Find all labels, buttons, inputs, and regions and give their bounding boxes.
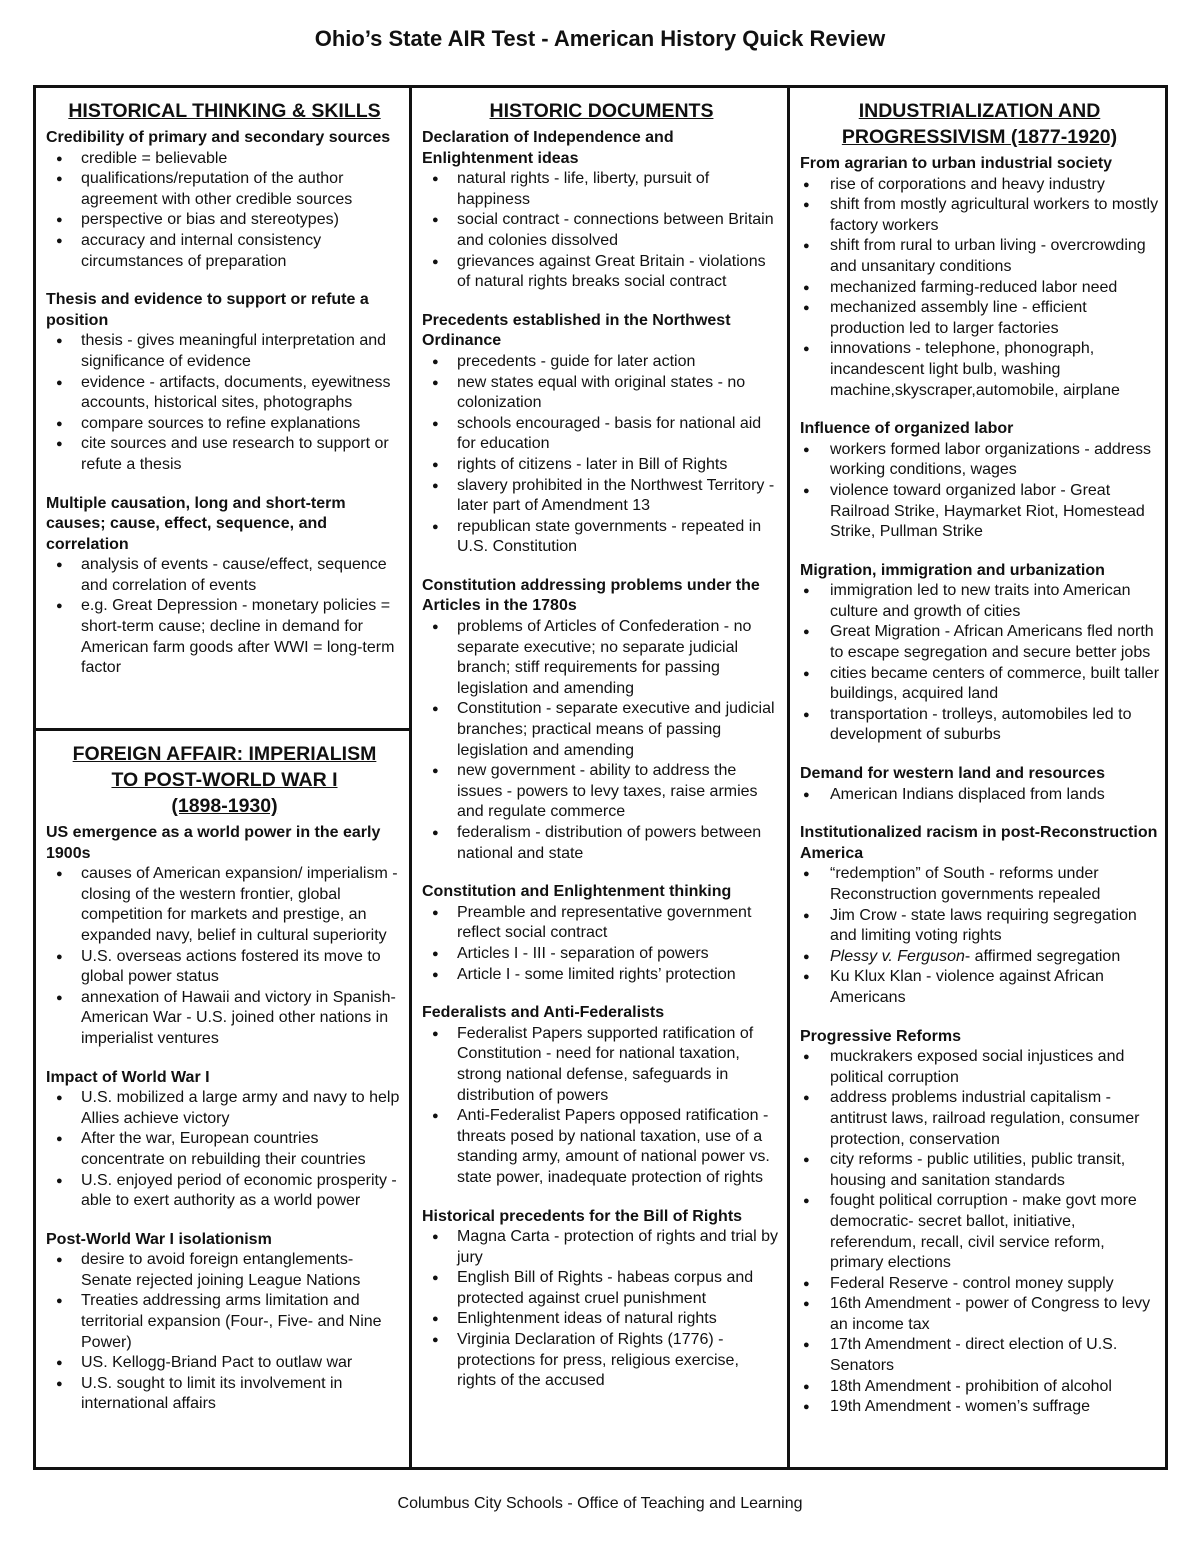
section bbox=[46, 823, 403, 1050]
box-title-line: PROGRESSIVISM (1877-1920) bbox=[841, 126, 1118, 148]
bullet-item: ● English Bill of Rights - habeas corpus and protected against cruel punishment bbox=[422, 1268, 781, 1309]
bullet-list bbox=[46, 1088, 403, 1212]
bullet-item: ● Jim Crow - state laws requiring segregation and limiting voting rights bbox=[800, 906, 1159, 947]
section-heading: Thesis and evidence to support or refute a position bbox=[46, 291, 369, 329]
section-list bbox=[46, 128, 403, 679]
bullet-item: ● 19th Amendment - women’s suffrage bbox=[800, 1397, 1159, 1418]
bullet-list bbox=[800, 581, 1159, 746]
bullet-item: ● causes of American expansion/ imperialism - closing of the western frontier, global competition for markets and prestige, an expanded navy, belief in cultural superiority bbox=[46, 864, 403, 946]
bullet-item: ● Federalist Papers supported ratification of Constitution - need for national taxation, strong national defense, safeguards in distribution of powers bbox=[422, 1024, 781, 1106]
bullet-item: ● U.S. sought to limit its involvement in international affairs bbox=[46, 1374, 403, 1415]
bullet-item: ● Magna Carta - protection of rights and trial by jury bbox=[422, 1227, 781, 1268]
section bbox=[422, 1207, 781, 1392]
bullet-item: ● natural rights - life, liberty, pursuit of happiness bbox=[422, 169, 781, 210]
section-heading: Precedents established in the Northwest Ordinance bbox=[422, 311, 731, 350]
bullet-list bbox=[422, 352, 781, 558]
bullet-item: ● thesis - gives meaningful interpretation and significance of evidence bbox=[46, 331, 403, 372]
bullet-item: ● US. Kellogg-Briand Pact to outlaw war bbox=[46, 1353, 403, 1374]
bullet-item: ● After the war, European countries concentrate on rebuilding their countries bbox=[46, 1129, 403, 1170]
section-list bbox=[46, 823, 403, 1415]
bullet-item: ● Constitution - separate executive and judicial branches; practical means of passing legislation and amending bbox=[422, 699, 781, 761]
section-heading: Federalists and Anti-Federalists bbox=[422, 1004, 665, 1022]
section bbox=[800, 419, 1159, 543]
bullet-item: ● social contract - connections between Britain and colonies dissolved bbox=[422, 210, 781, 251]
section bbox=[422, 1003, 781, 1188]
bullet-item: ● cities became centers of commerce, built taller buildings, acquired land bbox=[800, 664, 1159, 705]
bullet-item: ● Virginia Declaration of Rights (1776) - protections for press, religious exercise, rights of the accused bbox=[422, 1330, 781, 1392]
bullet-item: ● analysis of events - cause/effect, sequence and correlation of events bbox=[46, 555, 403, 596]
bullet-item: ● shift from rural to urban living - overcrowding and unsanitary conditions bbox=[800, 236, 1159, 277]
bullet-item: ● cite sources and use research to support or refute a thesis bbox=[46, 434, 403, 475]
section bbox=[46, 1068, 403, 1212]
bullet-item: ● new states equal with original states - no colonization bbox=[422, 373, 781, 414]
footer-credit: Columbus City Schools - Office of Teaching and Learning bbox=[397, 1495, 803, 1512]
bullet-list bbox=[422, 1227, 781, 1392]
bullet-item: ● 17th Amendment - direct election of U.S. Senators bbox=[800, 1335, 1159, 1376]
bullet-item: ● 16th Amendment - power of Congress to levy an income tax bbox=[800, 1294, 1159, 1335]
bullet-item: ● Federal Reserve - control money supply bbox=[800, 1274, 1159, 1295]
bullet-item: ● Great Migration - African Americans fled north to escape segregation and secure better jobs bbox=[800, 622, 1159, 663]
section bbox=[422, 882, 781, 985]
bullet-item: ● “redemption” of South - reforms under Reconstruction governments repealed bbox=[800, 864, 1159, 905]
bullet-item: ● mechanized assembly line - efficient production led to larger factories bbox=[800, 298, 1159, 339]
section-heading: Migration, immigration and urbanization bbox=[800, 561, 1105, 579]
bullet-list bbox=[800, 440, 1159, 543]
bullet-item: ● Articles I - III - separation of powers bbox=[422, 944, 781, 965]
bullet-list bbox=[46, 331, 403, 475]
section-heading: Post-World War I isolationism bbox=[46, 1230, 272, 1248]
bullet-item: ● evidence - artifacts, documents, eyewitness accounts, historical sites, photographs bbox=[46, 373, 403, 414]
bullet-list bbox=[800, 175, 1159, 402]
bullet-item: ● shift from mostly agricultural workers to mostly factory workers bbox=[800, 195, 1159, 236]
bullet-item: ● transportation - trolleys, automobiles led to development of suburbs bbox=[800, 705, 1159, 746]
bullet-list bbox=[422, 617, 781, 864]
bullet-list bbox=[800, 785, 1159, 806]
bullet-item: ● perspective or bias and stereotypes) bbox=[46, 210, 403, 231]
section bbox=[800, 154, 1159, 401]
bullet-item: ● compare sources to refine explanations bbox=[46, 414, 403, 435]
bullet-item: ● city reforms - public utilities, public transit, housing and sanitation standards bbox=[800, 1150, 1159, 1191]
section bbox=[800, 823, 1159, 1008]
section-heading: Constitution addressing problems under the Articles in the 1780s bbox=[422, 576, 760, 615]
bullet-item: ● violence toward organized labor - Great Railroad Strike, Haymarket Riot, Homestead Strike, Pullman Strike bbox=[800, 481, 1159, 543]
bullet-list bbox=[800, 864, 1159, 1008]
box-title bbox=[46, 741, 403, 819]
box-title-line: TO POST-WORLD WAR I bbox=[111, 769, 338, 791]
section-heading: Progressive Reforms bbox=[800, 1027, 961, 1045]
bullet-item: ● Treaties addressing arms limitation and territorial expansion (Four-, Five- and Nine Power) bbox=[46, 1291, 403, 1353]
box-title: HISTORICAL THINKING & SKILLS bbox=[68, 100, 381, 122]
section-heading: Institutionalized racism in post-Reconstruction America bbox=[800, 824, 1158, 862]
section-heading: Impact of World War I bbox=[46, 1068, 210, 1086]
foreign-affairs-box bbox=[36, 731, 409, 1467]
section bbox=[46, 494, 403, 679]
bullet-item: ● Article I - some limited rights’ protection bbox=[422, 965, 781, 986]
bullet-list bbox=[422, 169, 781, 293]
bullet-item: ● address problems industrial capitalism - antitrust laws, railroad regulation, consumer protection, conservation bbox=[800, 1088, 1159, 1150]
bullet-item: ● rise of corporations and heavy industry bbox=[800, 175, 1159, 196]
section-list bbox=[422, 128, 781, 1392]
bullet-item: ● federalism - distribution of powers between national and state bbox=[422, 823, 781, 864]
historic-documents-box bbox=[412, 88, 787, 1467]
column-right bbox=[790, 88, 1165, 1467]
section bbox=[46, 128, 403, 272]
bullet-item: ● Ku Klux Klan - violence against African Americans bbox=[800, 967, 1159, 1008]
section-heading: Credibility of primary and secondary sources bbox=[46, 129, 391, 146]
bullet-item: ● problems of Articles of Confederation - no separate executive; no separate judicial branch; stiff requirements for passing legislation and amending bbox=[422, 617, 781, 699]
bullet-item: ● e.g. Great Depression - monetary policies = short-term cause; decline in demand for American farm goods after WWI = long-term factor bbox=[46, 596, 403, 678]
bullet-item: ● precedents - guide for later action bbox=[422, 352, 781, 373]
bullet-item: ● grievances against Great Britain - violations of natural rights breaks social contract bbox=[422, 252, 781, 293]
bullet-item: ● Preamble and representative government reflect social contract bbox=[422, 903, 781, 944]
box-title-line: (1898-1930) bbox=[171, 795, 278, 817]
review-grid bbox=[33, 85, 1168, 1470]
section-heading: Multiple causation, long and short-term causes; cause, effect, sequence, and correlation bbox=[46, 494, 346, 553]
column-middle bbox=[412, 88, 790, 1467]
box-title-line: INDUSTRIALIZATION AND bbox=[858, 100, 1101, 122]
bullet-item: ● immigration led to new traits into American culture and growth of cities bbox=[800, 581, 1159, 622]
industrialization-box bbox=[790, 88, 1165, 1467]
historical-thinking-box bbox=[36, 88, 409, 731]
section bbox=[46, 1230, 403, 1415]
case-name: Plessy v. Ferguson bbox=[830, 947, 965, 965]
bullet-item: ● desire to avoid foreign entanglements- Senate rejected joining League Nations bbox=[46, 1250, 403, 1291]
bullet-item: ● fought political corruption - make govt more democratic- secret ballot, initiative, referendum, recall, civil service reform, primary elections bbox=[800, 1191, 1159, 1273]
section bbox=[422, 128, 781, 293]
bullet-item: ● workers formed labor organizations - address working conditions, wages bbox=[800, 440, 1159, 481]
bullet-list bbox=[800, 1047, 1159, 1418]
bullet-list bbox=[46, 555, 403, 679]
section-heading: Declaration of Independence and Enlightenment ideas bbox=[422, 129, 674, 167]
bullet-item: ● U.S. enjoyed period of economic prosperity - able to exert authority as a world power bbox=[46, 1171, 403, 1212]
bullet-list bbox=[422, 903, 781, 985]
section bbox=[46, 290, 403, 475]
bullet-list bbox=[46, 1250, 403, 1415]
bullet-item: ● American Indians displaced from lands bbox=[800, 785, 1159, 806]
section bbox=[800, 764, 1159, 805]
page-title: Ohio’s State AIR Test - American History Quick Review bbox=[314, 26, 886, 51]
bullet-item: ● rights of citizens - later in Bill of Rights bbox=[422, 455, 781, 476]
section bbox=[800, 1027, 1159, 1418]
bullet-item: ● 18th Amendment - prohibition of alcohol bbox=[800, 1377, 1159, 1398]
bullet-item: ● accuracy and internal consistency circumstances of preparation bbox=[46, 231, 403, 272]
bullet-item: ● credible = believable bbox=[46, 149, 403, 170]
bullet-item: ● schools encouraged - basis for national aid for education bbox=[422, 414, 781, 455]
bullet-list bbox=[422, 1024, 781, 1189]
section-heading: From agrarian to urban industrial society bbox=[800, 155, 1113, 172]
section-heading: US emergence as a world power in the early 1900s bbox=[46, 824, 381, 862]
bullet-item: ● Plessy v. Ferguson- affirmed segregation bbox=[800, 947, 1159, 968]
bullet-item: ● innovations - telephone, phonograph, incandescent light bulb, washing machine,skyscraper,automobile, airplane bbox=[800, 339, 1159, 401]
section bbox=[800, 561, 1159, 746]
bullet-list bbox=[46, 864, 403, 1049]
bullet-list bbox=[46, 149, 403, 273]
box-title: HISTORIC DOCUMENTS bbox=[489, 100, 714, 122]
section-heading: Constitution and Enlightenment thinking bbox=[422, 883, 732, 901]
bullet-item: ● U.S. mobilized a large army and navy to help Allies achieve victory bbox=[46, 1088, 403, 1129]
column-left bbox=[36, 88, 412, 1467]
section-heading: Demand for western land and resources bbox=[800, 765, 1105, 783]
bullet-item: ● new government - ability to address the issues - powers to levy taxes, raise armies and regulate commerce bbox=[422, 761, 781, 823]
bullet-item: ● muckrakers exposed social injustices and political corruption bbox=[800, 1047, 1159, 1088]
bullet-item: ● mechanized farming-reduced labor need bbox=[800, 278, 1159, 299]
box-title bbox=[800, 98, 1159, 150]
box-title-line: FOREIGN AFFAIR: IMPERIALISM bbox=[72, 743, 377, 765]
section bbox=[422, 576, 781, 864]
bullet-item: ● qualifications/reputation of the author agreement with other credible sources bbox=[46, 169, 403, 210]
bullet-item: ● U.S. overseas actions fostered its move to global power status bbox=[46, 947, 403, 988]
bullet-item: ● slavery prohibited in the Northwest Territory - later part of Amendment 13 bbox=[422, 476, 781, 517]
section-heading: Influence of organized labor bbox=[800, 420, 1014, 438]
bullet-item: ● Enlightenment ideas of natural rights bbox=[422, 1309, 781, 1330]
section-list bbox=[800, 154, 1159, 1418]
section bbox=[422, 311, 781, 558]
bullet-item: ● republican state governments - repeated in U.S. Constitution bbox=[422, 517, 781, 558]
section-heading: Historical precedents for the Bill of Rights bbox=[422, 1207, 743, 1225]
bullet-item: ● annexation of Hawaii and victory in Spanish-American War - U.S. joined other nations in imperialist ventures bbox=[46, 988, 403, 1050]
bullet-item: ● Anti-Federalist Papers opposed ratification - threats posed by national taxation, use of a standing army, amount of national power vs. state power, inadequate protection of rights bbox=[422, 1106, 781, 1188]
